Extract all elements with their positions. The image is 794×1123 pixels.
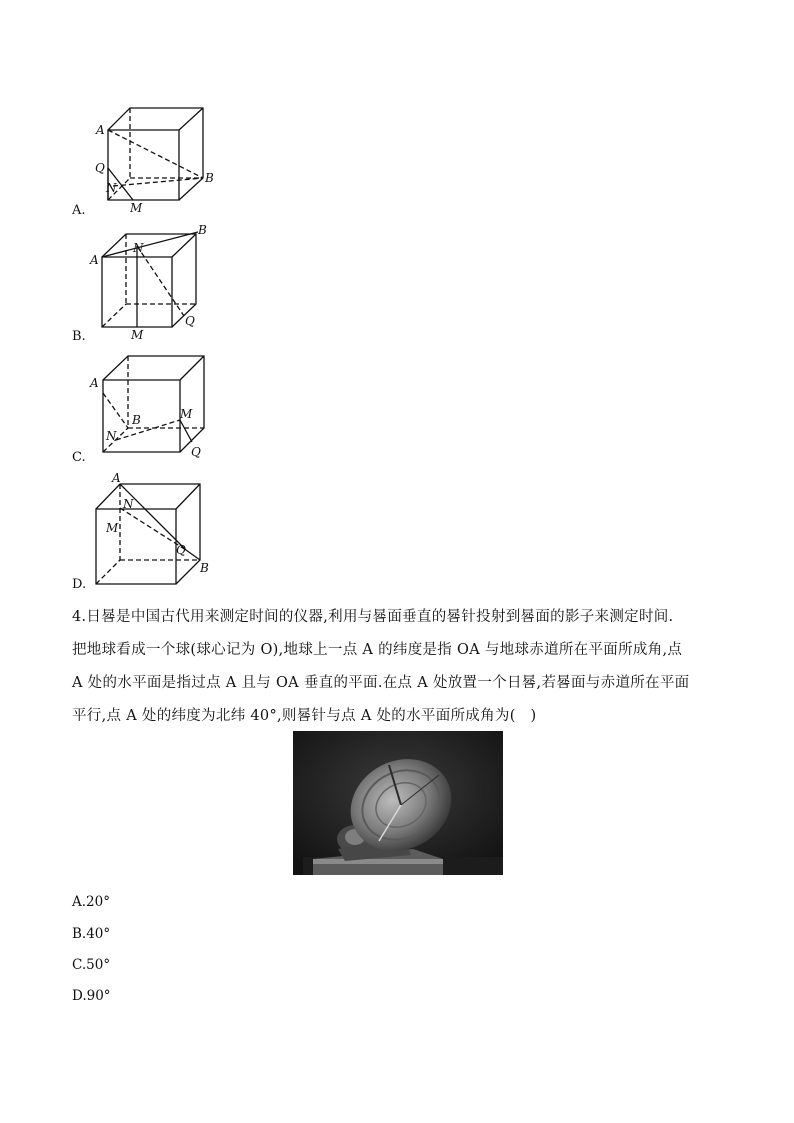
question-line: A 处的水平面是指过点 A 且与 OA 垂直的平面.在点 A 处放置一个日晷,若晷面与赤道所在平面 — [72, 675, 690, 691]
option-c-label: C. — [72, 450, 86, 465]
cube-figure-d — [88, 471, 218, 589]
point-q: Q — [95, 161, 105, 175]
point-n: N — [106, 429, 117, 443]
point-b: B — [205, 171, 214, 185]
answer-option-d[interactable]: D.90° — [72, 988, 111, 1004]
question-line: 平行,点 A 处的纬度为北纬 40°,则晷针与点 A 处的水平面所成角为( ) — [72, 708, 537, 724]
point-a: A — [112, 471, 121, 485]
question-4 — [72, 601, 722, 733]
point-m: M — [180, 407, 193, 421]
sundial-photo — [293, 731, 503, 875]
point-b: B — [198, 223, 207, 237]
cube-figure-b — [88, 222, 218, 342]
answer-option-b[interactable]: B.40° — [72, 926, 111, 942]
cube-figure-a — [95, 100, 225, 215]
point-q: Q — [176, 543, 186, 557]
cube-figure-c — [88, 350, 218, 465]
question-line: 把地球看成一个球(球心记为 O),地球上一点 A 的纬度是指 OA 与地球赤道所在平面所成角,点 — [72, 642, 683, 658]
question-line: 4.日晷是中国古代用来测定时间的仪器,利用与晷面垂直的晷针投射到晷面的影子来测定时间. — [72, 609, 674, 625]
point-q: Q — [185, 314, 195, 328]
point-b: B — [132, 413, 141, 427]
answer-option-c[interactable]: C.50° — [72, 957, 111, 973]
answer-option-a[interactable]: A.20° — [72, 894, 110, 910]
point-a: A — [90, 253, 99, 267]
point-b: B — [200, 561, 209, 575]
point-m: M — [130, 201, 143, 215]
option-b-label: B. — [72, 329, 86, 344]
point-n: N — [133, 241, 144, 255]
point-a: A — [90, 376, 99, 390]
point-n: N — [106, 181, 117, 195]
point-m: M — [106, 521, 119, 535]
point-a: A — [96, 123, 105, 137]
point-m: M — [131, 328, 144, 342]
option-a-label: A. — [72, 203, 86, 218]
option-d-label: D. — [72, 577, 87, 592]
point-n: N — [123, 497, 134, 511]
point-q: Q — [191, 445, 201, 459]
